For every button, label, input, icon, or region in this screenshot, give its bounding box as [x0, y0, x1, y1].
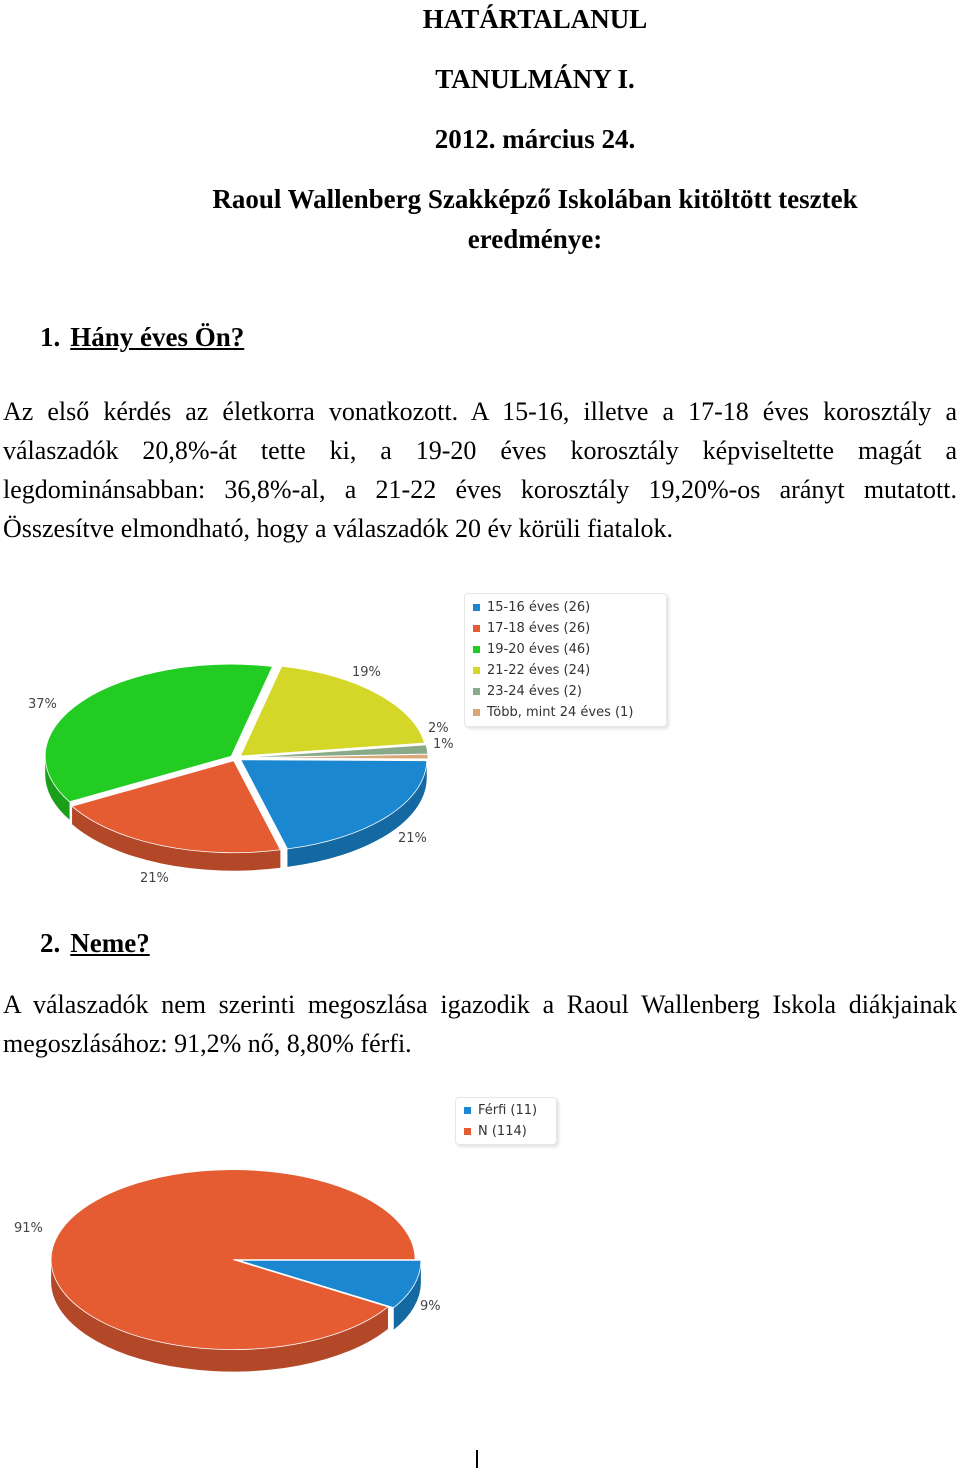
- question-1-title: Hány éves Ön?: [70, 322, 245, 352]
- pie-slice: [51, 1170, 415, 1350]
- legend-item: [456, 1100, 556, 1121]
- pie-slice-label: 91%: [14, 1221, 43, 1236]
- legend-item: [465, 618, 666, 639]
- pie-slice-label: 2%: [428, 721, 449, 736]
- legend-label: 23-24 éves (2): [487, 684, 582, 699]
- legend-item: [465, 702, 666, 723]
- legend-swatch: [464, 1128, 471, 1135]
- gender-pie-chart: [0, 1150, 480, 1390]
- study-title: TANULMÁNY I.: [435, 64, 635, 94]
- report-title: HATÁRTALANUL: [422, 4, 648, 34]
- legend-item: [465, 597, 666, 618]
- question-1-heading: [40, 322, 244, 353]
- study-subtitle-line1: Raoul Wallenberg Szakképző Iskolában kitöltött tesztek: [212, 184, 858, 214]
- pie-slice-label: 19%: [352, 665, 381, 680]
- pie-slice-label: 21%: [140, 871, 169, 886]
- gender-chart-legend: [455, 1097, 557, 1145]
- question-1-paragraph: Az első kérdés az életkorra vonatkozott. A 15-16, illetve a 17-18 éves korosztály a válaszadók 20,8%-át tette ki, a 19-20 éves korosztály képviseltette magát a legdominánsabban: 36,8%-al, a 21-22 éves korosztály 19,20%-os arányt mutatott. Összesítve elmondható, hogy a válaszadók 20 év körüli fiatalok.: [3, 397, 957, 543]
- legend-item: [465, 660, 666, 681]
- pie-slice-label: 37%: [28, 697, 57, 712]
- question-2-title: Neme?: [70, 928, 150, 958]
- age-chart-legend: [464, 593, 667, 727]
- legend-label: Több, mint 24 éves (1): [487, 705, 634, 720]
- pie-slice-label: 1%: [433, 737, 454, 752]
- question-2-paragraph: A válaszadók nem szerinti megoszlása igazodik a Raoul Wallenberg Iskola diákjainak megoszlásához: 91,2% nő, 8,80% férfi.: [3, 990, 957, 1058]
- legend-label: 15-16 éves (26): [487, 600, 591, 615]
- legend-label: Férfi (11): [478, 1103, 538, 1118]
- legend-swatch: [464, 1107, 471, 1114]
- legend-item: [465, 681, 666, 702]
- question-1-number: 1.: [40, 322, 61, 352]
- legend-item: [465, 639, 666, 660]
- study-date: 2012. március 24.: [434, 124, 636, 154]
- legend-label: 21-22 éves (24): [487, 663, 591, 678]
- legend-label: N (114): [478, 1124, 527, 1139]
- pie-slice: [240, 666, 424, 756]
- legend-label: 19-20 éves (46): [487, 642, 591, 657]
- pie-slice-label: 21%: [398, 831, 427, 846]
- pie-slice-label: 9%: [420, 1299, 441, 1314]
- legend-item: [456, 1121, 556, 1142]
- question-2-heading: [40, 928, 150, 959]
- study-subtitle-line2: eredménye:: [467, 224, 603, 254]
- page-number-mark: [476, 1450, 478, 1468]
- age-pie-chart: [0, 590, 480, 890]
- legend-label: 17-18 éves (26): [487, 621, 591, 636]
- question-2-number: 2.: [40, 928, 61, 958]
